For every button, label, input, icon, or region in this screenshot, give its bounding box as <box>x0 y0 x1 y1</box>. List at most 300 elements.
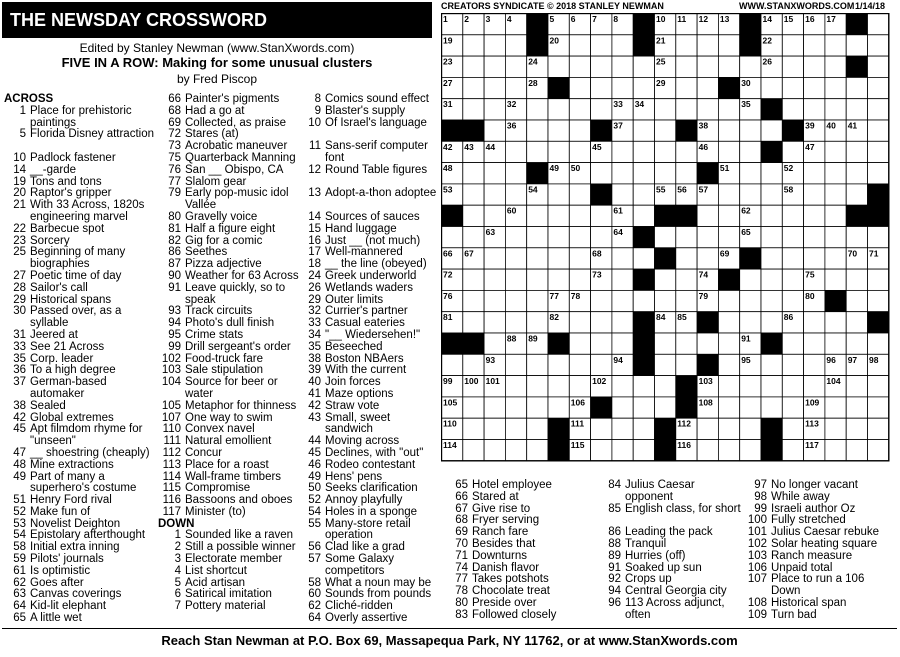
grid-cell[interactable] <box>633 248 654 269</box>
grid-cell[interactable] <box>782 418 803 439</box>
grid-cell[interactable] <box>846 163 867 184</box>
grid-cell[interactable] <box>868 77 889 98</box>
grid-cell[interactable] <box>591 290 612 311</box>
grid-cell[interactable] <box>761 248 782 269</box>
grid-cell[interactable] <box>569 205 590 226</box>
grid-cell[interactable] <box>782 333 803 354</box>
grid-cell[interactable] <box>782 227 803 248</box>
grid-cell[interactable] <box>676 333 697 354</box>
grid-cell[interactable] <box>505 312 526 333</box>
grid-cell[interactable] <box>740 376 761 397</box>
grid-cell[interactable] <box>527 397 548 418</box>
grid-cell[interactable] <box>676 56 697 77</box>
grid-cell[interactable] <box>548 227 569 248</box>
grid-cell[interactable] <box>548 397 569 418</box>
grid-cell[interactable] <box>527 227 548 248</box>
grid-cell[interactable] <box>718 35 739 56</box>
grid-cell[interactable] <box>825 77 846 98</box>
grid-cell[interactable] <box>633 141 654 162</box>
grid-cell[interactable] <box>591 56 612 77</box>
grid-cell[interactable] <box>548 99 569 120</box>
grid-cell[interactable] <box>463 227 484 248</box>
grid-cell[interactable] <box>612 397 633 418</box>
grid-cell[interactable] <box>761 269 782 290</box>
grid-cell[interactable] <box>633 77 654 98</box>
grid-cell[interactable] <box>846 418 867 439</box>
grid-cell[interactable] <box>505 227 526 248</box>
grid-cell[interactable] <box>804 248 825 269</box>
grid-cell[interactable] <box>825 397 846 418</box>
grid-cell[interactable] <box>782 354 803 375</box>
grid-cell[interactable] <box>782 248 803 269</box>
grid-cell[interactable] <box>505 354 526 375</box>
grid-cell[interactable] <box>868 269 889 290</box>
grid-block <box>442 120 463 141</box>
grid-cell[interactable] <box>591 440 612 461</box>
grid-cell[interactable] <box>740 120 761 141</box>
grid-cell[interactable] <box>676 290 697 311</box>
grid-cell[interactable] <box>591 35 612 56</box>
grid-cell[interactable] <box>804 35 825 56</box>
grid-cell[interactable] <box>782 269 803 290</box>
grid-cell[interactable] <box>484 205 505 226</box>
grid-cell[interactable] <box>633 397 654 418</box>
grid-cell[interactable] <box>463 205 484 226</box>
grid-cell[interactable] <box>484 120 505 141</box>
grid-cell[interactable] <box>718 312 739 333</box>
grid-cell[interactable] <box>846 290 867 311</box>
grid-cell[interactable] <box>463 269 484 290</box>
grid-cell[interactable] <box>804 77 825 98</box>
grid-cell[interactable] <box>612 333 633 354</box>
grid-cell[interactable] <box>569 269 590 290</box>
grid-cell[interactable] <box>825 35 846 56</box>
grid-cell[interactable] <box>591 77 612 98</box>
grid-cell[interactable] <box>505 35 526 56</box>
grid-cell[interactable] <box>655 99 676 120</box>
grid-cell[interactable] <box>846 184 867 205</box>
grid-cell[interactable] <box>591 354 612 375</box>
grid-cell[interactable] <box>612 35 633 56</box>
grid-cell[interactable] <box>569 227 590 248</box>
grid-cell[interactable] <box>527 205 548 226</box>
grid-cell[interactable] <box>505 184 526 205</box>
grid-cell[interactable] <box>569 248 590 269</box>
grid-cell[interactable] <box>825 418 846 439</box>
grid-cell[interactable] <box>505 397 526 418</box>
grid-number: 85 <box>677 312 687 323</box>
grid-cell[interactable] <box>825 248 846 269</box>
clue-number: 54 <box>13 529 26 542</box>
grid-cell[interactable] <box>846 376 867 397</box>
grid-cell[interactable] <box>761 163 782 184</box>
grid-cell[interactable] <box>612 77 633 98</box>
grid-cell[interactable] <box>633 120 654 141</box>
grid-cell[interactable] <box>846 312 867 333</box>
grid-cell[interactable] <box>782 290 803 311</box>
grid-cell[interactable] <box>697 418 718 439</box>
grid-cell[interactable] <box>868 163 889 184</box>
clue-number: 104 <box>161 376 181 389</box>
grid-cell[interactable] <box>740 184 761 205</box>
grid-cell[interactable] <box>569 141 590 162</box>
grid-cell[interactable] <box>633 440 654 461</box>
grid-cell[interactable] <box>846 269 867 290</box>
grid-cell[interactable] <box>846 333 867 354</box>
grid-cell[interactable] <box>505 418 526 439</box>
grid-cell[interactable] <box>718 227 739 248</box>
grid-cell[interactable] <box>612 56 633 77</box>
grid-cell[interactable] <box>782 205 803 226</box>
grid-cell[interactable] <box>868 35 889 56</box>
grid-cell[interactable] <box>782 77 803 98</box>
grid-cell[interactable] <box>868 333 889 354</box>
grid-cell[interactable] <box>484 418 505 439</box>
grid-cell[interactable] <box>846 440 867 461</box>
grid-cell[interactable] <box>676 141 697 162</box>
grid-cell[interactable] <box>825 440 846 461</box>
grid-cell[interactable] <box>633 163 654 184</box>
grid-cell[interactable] <box>868 56 889 77</box>
grid-cell[interactable] <box>484 333 505 354</box>
grid-cell[interactable] <box>484 269 505 290</box>
grid-cell[interactable] <box>548 56 569 77</box>
grid-cell[interactable] <box>740 418 761 439</box>
clue-number: 77 <box>168 175 181 188</box>
grid-cell[interactable] <box>655 290 676 311</box>
grid-cell[interactable] <box>676 77 697 98</box>
grid-cell[interactable] <box>825 163 846 184</box>
grid-cell[interactable] <box>868 99 889 120</box>
grid-cell[interactable] <box>569 184 590 205</box>
grid-cell[interactable] <box>548 120 569 141</box>
grid-cell[interactable] <box>697 333 718 354</box>
grid-cell[interactable] <box>591 99 612 120</box>
grid-block <box>676 376 697 397</box>
grid-cell[interactable] <box>782 440 803 461</box>
grid-cell[interactable] <box>655 141 676 162</box>
grid-cell[interactable] <box>825 184 846 205</box>
grid-cell[interactable] <box>612 312 633 333</box>
grid-cell[interactable] <box>846 397 867 418</box>
grid-cell[interactable] <box>612 163 633 184</box>
grid-cell[interactable] <box>505 376 526 397</box>
grid-cell[interactable] <box>569 99 590 120</box>
grid-cell[interactable] <box>463 99 484 120</box>
grid-cell[interactable] <box>718 290 739 311</box>
grid-cell[interactable] <box>740 440 761 461</box>
grid-cell[interactable] <box>612 290 633 311</box>
grid-cell[interactable] <box>697 35 718 56</box>
grid-cell[interactable] <box>868 397 889 418</box>
grid-cell[interactable] <box>527 290 548 311</box>
grid-number: 78 <box>570 290 581 301</box>
grid-cell[interactable] <box>633 376 654 397</box>
grid-cell[interactable] <box>463 35 484 56</box>
grid-cell[interactable] <box>761 205 782 226</box>
grid-cell[interactable] <box>484 163 505 184</box>
grid-cell[interactable] <box>484 290 505 311</box>
grid-cell[interactable] <box>846 141 867 162</box>
grid-cell[interactable] <box>612 418 633 439</box>
grid-cell[interactable] <box>612 376 633 397</box>
grid-cell[interactable] <box>569 120 590 141</box>
clue-number: 99 <box>754 502 767 515</box>
grid-cell[interactable] <box>463 56 484 77</box>
grid-cell[interactable] <box>804 205 825 226</box>
grid-cell[interactable] <box>463 397 484 418</box>
grid-cell[interactable] <box>761 290 782 311</box>
grid-cell[interactable] <box>442 227 463 248</box>
grid-cell[interactable] <box>548 205 569 226</box>
grid-cell[interactable] <box>655 163 676 184</box>
grid-cell[interactable] <box>612 248 633 269</box>
grid-cell[interactable] <box>804 184 825 205</box>
grid-cell[interactable] <box>548 184 569 205</box>
grid-cell[interactable] <box>569 333 590 354</box>
grid-cell[interactable] <box>676 227 697 248</box>
grid-cell[interactable] <box>569 376 590 397</box>
grid-cell[interactable] <box>612 141 633 162</box>
grid-cell[interactable] <box>825 312 846 333</box>
grid-cell[interactable] <box>527 354 548 375</box>
grid-cell[interactable] <box>718 99 739 120</box>
grid-cell[interactable] <box>527 418 548 439</box>
grid-cell[interactable] <box>868 227 889 248</box>
grid-cell[interactable] <box>761 184 782 205</box>
grid-cell[interactable] <box>463 163 484 184</box>
grid-cell[interactable] <box>868 141 889 162</box>
grid-cell[interactable] <box>527 141 548 162</box>
grid-cell[interactable] <box>527 312 548 333</box>
grid-cell[interactable] <box>505 248 526 269</box>
grid-cell[interactable] <box>697 248 718 269</box>
grid-cell[interactable] <box>846 35 867 56</box>
grid-cell[interactable] <box>740 397 761 418</box>
grid-cell[interactable] <box>782 56 803 77</box>
grid-cell[interactable] <box>655 397 676 418</box>
grid-cell[interactable] <box>655 376 676 397</box>
grid-cell[interactable] <box>655 227 676 248</box>
grid-cell[interactable] <box>782 141 803 162</box>
grid-cell[interactable] <box>548 269 569 290</box>
grid-cell[interactable] <box>868 418 889 439</box>
grid-cell[interactable] <box>761 354 782 375</box>
grid-cell[interactable] <box>697 56 718 77</box>
grid-cell[interactable] <box>825 333 846 354</box>
grid-cell[interactable] <box>782 35 803 56</box>
grid-cell[interactable] <box>697 99 718 120</box>
grid-cell[interactable] <box>612 269 633 290</box>
grid-cell[interactable] <box>868 120 889 141</box>
grid-cell[interactable] <box>804 354 825 375</box>
grid-cell[interactable] <box>463 440 484 461</box>
grid-cell[interactable] <box>527 269 548 290</box>
grid-cell[interactable] <box>804 56 825 77</box>
grid-cell[interactable] <box>761 120 782 141</box>
grid-cell[interactable] <box>761 397 782 418</box>
grid-cell[interactable] <box>825 99 846 120</box>
grid-cell[interactable] <box>804 333 825 354</box>
grid-cell[interactable] <box>505 141 526 162</box>
grid-cell[interactable] <box>505 290 526 311</box>
grid-cell[interactable] <box>569 354 590 375</box>
grid-cell[interactable] <box>505 163 526 184</box>
clue-text: Minister (to) <box>185 505 246 518</box>
grid-cell[interactable] <box>825 227 846 248</box>
grid-cell[interactable] <box>655 269 676 290</box>
grid-cell[interactable] <box>782 99 803 120</box>
grid-cell[interactable] <box>676 248 697 269</box>
grid-cell[interactable] <box>484 35 505 56</box>
grid-cell[interactable] <box>718 120 739 141</box>
clue-item <box>299 413 437 437</box>
clue-item <box>4 224 154 236</box>
grid-cell[interactable] <box>718 205 739 226</box>
grid-cell[interactable] <box>782 376 803 397</box>
grid-cell[interactable] <box>612 440 633 461</box>
grid-cell[interactable] <box>505 77 526 98</box>
grid-cell[interactable] <box>569 77 590 98</box>
grid-number: 64 <box>613 227 623 237</box>
grid-cell[interactable] <box>484 56 505 77</box>
grid-cell[interactable] <box>697 205 718 226</box>
grid-cell[interactable] <box>740 141 761 162</box>
grid-cell[interactable] <box>591 418 612 439</box>
grid-cell[interactable] <box>868 440 889 461</box>
grid-cell[interactable] <box>676 35 697 56</box>
grid-cell[interactable] <box>676 354 697 375</box>
grid-cell[interactable] <box>527 376 548 397</box>
grid-cell[interactable] <box>804 376 825 397</box>
grid-cell[interactable] <box>548 354 569 375</box>
clue-text: Stares (at) <box>185 128 239 141</box>
grid-number: 101 <box>485 376 500 387</box>
grid-cell[interactable] <box>697 77 718 98</box>
grid-cell[interactable] <box>825 56 846 77</box>
grid-cell[interactable] <box>804 227 825 248</box>
grid-cell[interactable] <box>569 56 590 77</box>
grid-cell[interactable] <box>718 141 739 162</box>
grid-cell[interactable] <box>718 397 739 418</box>
grid-cell[interactable] <box>868 376 889 397</box>
grid-cell[interactable] <box>718 440 739 461</box>
grid-cell[interactable] <box>718 354 739 375</box>
grid-cell[interactable] <box>591 205 612 226</box>
grid-cell[interactable] <box>761 376 782 397</box>
grid-cell[interactable] <box>868 290 889 311</box>
grid-cell[interactable] <box>740 56 761 77</box>
grid-cell[interactable] <box>484 440 505 461</box>
grid-cell[interactable] <box>463 354 484 375</box>
grid-cell[interactable] <box>761 312 782 333</box>
grid-cell[interactable] <box>804 163 825 184</box>
grid-block <box>633 354 654 375</box>
grid-cell[interactable] <box>740 163 761 184</box>
grid-cell[interactable] <box>718 56 739 77</box>
grid-cell[interactable] <box>591 333 612 354</box>
grid-cell[interactable] <box>505 56 526 77</box>
grid-cell[interactable] <box>633 184 654 205</box>
grid-cell[interactable] <box>505 440 526 461</box>
grid-cell[interactable] <box>846 227 867 248</box>
grid-cell[interactable] <box>548 141 569 162</box>
grid-cell[interactable] <box>655 333 676 354</box>
grid-cell[interactable] <box>484 184 505 205</box>
grid-cell[interactable] <box>740 290 761 311</box>
grid-cell[interactable] <box>548 376 569 397</box>
grid-cell[interactable] <box>505 269 526 290</box>
grid-cell[interactable] <box>740 269 761 290</box>
grid-cell[interactable] <box>761 227 782 248</box>
grid-cell[interactable] <box>697 227 718 248</box>
grid-cell[interactable] <box>782 397 803 418</box>
grid-cell[interactable] <box>718 376 739 397</box>
grid-cell[interactable] <box>846 99 867 120</box>
grid-cell[interactable] <box>825 205 846 226</box>
grid-cell[interactable] <box>825 141 846 162</box>
grid-cell[interactable] <box>633 205 654 226</box>
grid-cell[interactable] <box>846 77 867 98</box>
grid-cell[interactable] <box>718 418 739 439</box>
grid-cell[interactable] <box>527 120 548 141</box>
grid-cell[interactable] <box>761 77 782 98</box>
grid-number: 30 <box>741 77 751 88</box>
grid-cell[interactable] <box>697 440 718 461</box>
clue-number: 52 <box>13 505 26 518</box>
grid-cell[interactable] <box>569 312 590 333</box>
grid-cell[interactable] <box>633 418 654 439</box>
grid-cell[interactable] <box>527 248 548 269</box>
grid-cell[interactable] <box>527 440 548 461</box>
grid-cell[interactable] <box>718 333 739 354</box>
grid-cell[interactable] <box>676 269 697 290</box>
grid-cell[interactable] <box>612 184 633 205</box>
grid-cell[interactable] <box>591 312 612 333</box>
grid-cell[interactable] <box>825 269 846 290</box>
grid-cell[interactable] <box>804 99 825 120</box>
grid-cell[interactable] <box>655 120 676 141</box>
grid-cell[interactable] <box>463 77 484 98</box>
grid-cell[interactable] <box>718 184 739 205</box>
grid-cell[interactable] <box>484 397 505 418</box>
grid-cell[interactable] <box>569 35 590 56</box>
grid-cell[interactable] <box>676 99 697 120</box>
grid-cell[interactable] <box>633 56 654 77</box>
grid-cell[interactable] <box>591 163 612 184</box>
grid-cell[interactable] <box>740 312 761 333</box>
grid-cell[interactable] <box>527 99 548 120</box>
grid-cell[interactable] <box>463 312 484 333</box>
grid-cell[interactable] <box>463 184 484 205</box>
grid-cell[interactable] <box>463 290 484 311</box>
grid-cell[interactable] <box>868 14 889 35</box>
grid-cell[interactable] <box>655 354 676 375</box>
clue-text: Metaphor for thinness <box>185 399 297 412</box>
grid-cell[interactable] <box>484 312 505 333</box>
grid-cell[interactable] <box>804 312 825 333</box>
grid-cell[interactable] <box>442 354 463 375</box>
grid-cell[interactable] <box>463 418 484 439</box>
grid-cell[interactable] <box>676 163 697 184</box>
grid-cell[interactable] <box>484 77 505 98</box>
grid-cell[interactable] <box>548 248 569 269</box>
grid-cell[interactable] <box>633 290 654 311</box>
grid-cell[interactable] <box>484 248 505 269</box>
grid-cell[interactable] <box>484 99 505 120</box>
grid-cell[interactable] <box>591 227 612 248</box>
grid-number: 54 <box>528 184 538 195</box>
